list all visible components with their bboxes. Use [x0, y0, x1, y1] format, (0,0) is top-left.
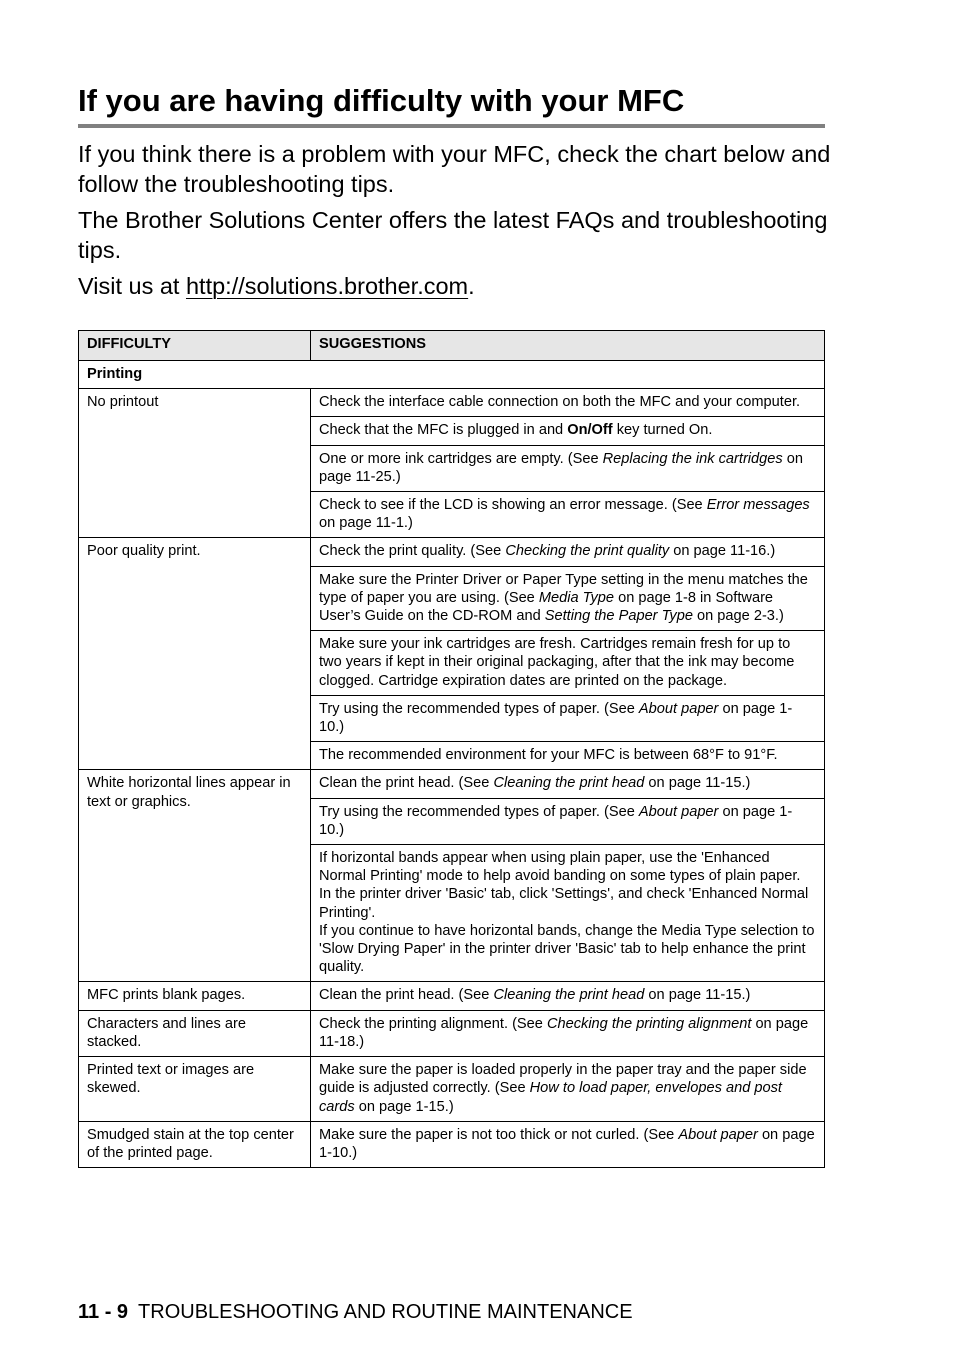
suggestion-cell	[311, 492, 825, 538]
difficulty-cell: Poor quality print.	[79, 538, 311, 770]
suggestion-text: on page 11-16.)	[669, 543, 776, 560]
intro-paragraph-problem: If you think there is a problem with your MFC, check the chart below and follow the troubleshooting tips.	[78, 141, 831, 197]
suggestion-text: Clean the print head. (See	[319, 987, 494, 1004]
table-row	[79, 389, 825, 417]
intro-paragraph-solutions-center: The Brother Solutions Center offers the latest FAQs and troubleshooting tips.	[78, 207, 828, 263]
suggestion-text: Try using the recommended types of paper. (See	[319, 803, 639, 820]
cross-reference: Error messages	[706, 497, 810, 514]
visit-prefix: Visit us at	[78, 273, 186, 299]
cross-reference: About paper	[638, 803, 719, 820]
suggestion-text: on page 11-15.)	[644, 987, 751, 1004]
suggestion-cell	[311, 445, 825, 491]
suggestion-text: Try using the recommended types of paper. (See	[319, 700, 639, 717]
suggestion-text: Make sure the Printer Driver or Paper Type setting in the menu matches the type of paper you are using. (See	[319, 571, 808, 606]
suggestion-text: on page 1-10.)	[319, 1126, 815, 1161]
suggestion-cell	[311, 982, 825, 1010]
cross-reference: Cleaning the print head	[493, 775, 645, 792]
table-row	[79, 982, 825, 1010]
visit-suffix: .	[468, 273, 475, 299]
difficulty-cell: MFC prints blank pages.	[79, 982, 311, 1010]
suggestion-cell	[311, 417, 825, 445]
cross-reference: Media Type	[538, 589, 615, 606]
table-row	[79, 1121, 825, 1167]
suggestion-text: on page 11-18.)	[319, 1015, 809, 1050]
table-row	[79, 538, 825, 566]
suggestion-text: If horizontal bands appear when using plain paper, use the 'Enhanced Normal Printing' mode to help avoid banding on some types of plain paper. In the printer driver 'Basic' tab, click 'Settings', and check 'Enhanced Normal Printing'.	[319, 850, 809, 921]
difficulty-cell: Printed text or images are skewed.	[79, 1057, 311, 1122]
table-row	[79, 770, 825, 798]
suggestion-text: on page 11-25.)	[319, 450, 803, 485]
page-title: If you are having difficulty with your MFC	[78, 83, 685, 118]
suggestion-text: on page 11-1.)	[319, 515, 413, 532]
suggestion-text: Check the printing alignment. (See	[319, 1015, 547, 1032]
suggestion-cell: The recommended environment for your MFC is between 68°F to 91°F.	[311, 742, 825, 770]
cross-reference: Checking the printing alignment	[546, 1015, 752, 1032]
table-row	[79, 1010, 825, 1056]
suggestion-text: One or more ink cartridges are empty. (See	[319, 450, 603, 467]
difficulty-cell: Characters and lines are stacked.	[79, 1010, 311, 1056]
suggestion-cell	[311, 566, 825, 631]
cross-reference: Cleaning the print head	[493, 987, 645, 1004]
table-header-row	[79, 331, 825, 361]
page-footer	[78, 1300, 633, 1324]
cross-reference: About paper	[638, 700, 719, 717]
suggestion-cell	[311, 798, 825, 844]
suggestion-text: Check to see if the LCD is showing an error message. (See	[319, 497, 707, 514]
table-row	[79, 1057, 825, 1122]
suggestion-cell: Make sure your ink cartridges are fresh. Cartridges remain fresh for up to two years if kept in their original packaging, after that the ink may become clogged. Cartridge expiration dates are printed on the package.	[311, 631, 825, 696]
suggestion-cell	[311, 1010, 825, 1056]
suggestion-text: Make sure the paper is loaded properly in the paper tray and the paper side guide is adjusted correctly. (See	[319, 1062, 807, 1097]
suggestion-cell	[311, 845, 825, 982]
suggestion-cell	[311, 1121, 825, 1167]
suggestion-text: Check the print quality. (See	[319, 543, 506, 560]
intro-paragraph-visit	[78, 271, 838, 301]
column-header-suggestions: SUGGESTIONS	[311, 331, 825, 361]
suggestion-cell	[311, 695, 825, 741]
suggestion-text: on page 1-10.)	[319, 803, 793, 838]
cross-reference: About paper	[678, 1126, 758, 1143]
difficulty-cell: No printout	[79, 389, 311, 538]
suggestion-text: Check that the MFC is plugged in and	[319, 422, 568, 439]
suggestion-text: on page 1-8 in Software User’s Guide on the CD-ROM and	[319, 589, 774, 625]
chapter-title: TROUBLESHOOTING AND ROUTINE MAINTENANCE	[138, 1301, 633, 1323]
suggestion-text: on page 1-15.)	[354, 1098, 454, 1115]
cross-reference: How to load paper, envelopes and post cards	[319, 1080, 782, 1115]
troubleshooting-table	[78, 330, 825, 1168]
solutions-link[interactable]: http://solutions.brother.com	[185, 273, 469, 299]
suggestion-text: If you continue to have horizontal bands, change the Media Type selection to 'Slow Drying Paper' in the printer driver 'Basic' tab to help enhance the print quality.	[319, 922, 815, 976]
title-rule	[78, 124, 825, 128]
suggestion-text: key turned On.	[612, 422, 713, 439]
section-row	[79, 361, 825, 389]
page-number: 11 - 9	[78, 1301, 129, 1323]
section-title-printing: Printing	[79, 361, 825, 389]
suggestion-text: Clean the print head. (See	[319, 775, 494, 792]
key-name: On/Off	[567, 422, 613, 439]
suggestion-cell	[311, 538, 825, 566]
column-header-difficulty: DIFFICULTY	[79, 331, 311, 361]
difficulty-cell: White horizontal lines appear in text or graphics.	[79, 770, 311, 982]
cross-reference: Setting the Paper Type	[544, 608, 693, 625]
suggestion-cell	[311, 770, 825, 798]
cross-reference: Replacing the ink cartridges	[602, 450, 783, 467]
suggestion-text: on page 11-15.)	[644, 775, 751, 792]
suggestion-cell	[311, 1057, 825, 1122]
suggestion-text: on page 1-10.)	[319, 700, 793, 736]
difficulty-cell: Smudged stain at the top center of the printed page.	[79, 1121, 311, 1167]
suggestion-text: on page 2-3.)	[692, 608, 784, 625]
suggestion-text: Make sure the paper is not too thick or not curled. (See	[319, 1126, 679, 1143]
suggestion-cell: Check the interface cable connection on both the MFC and your computer.	[311, 389, 825, 417]
cross-reference: Checking the print quality	[505, 543, 670, 560]
